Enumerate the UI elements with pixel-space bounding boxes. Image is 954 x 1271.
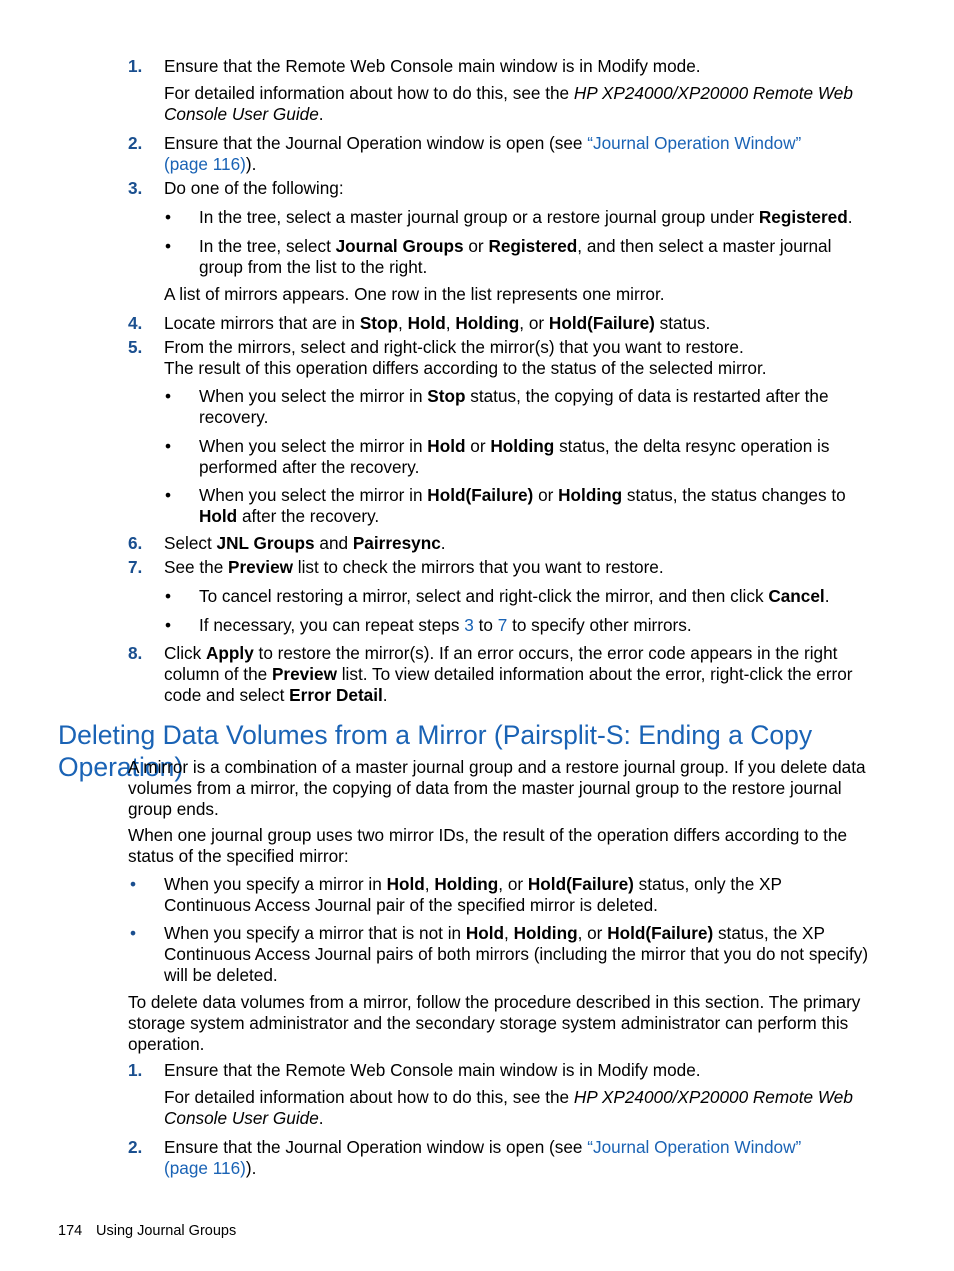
page-footer (58, 1222, 236, 1240)
step-number: 2. (128, 1137, 143, 1157)
bullet-icon: • (165, 436, 172, 456)
section-heading: Deleting Data Volumes from a Mirror (Pairsplit-S: Ending a Copy Operation) (58, 720, 813, 782)
step-text: Locate mirrors that are in Stop, Hold, Holding, or Hold(Failure) status. (164, 313, 711, 333)
step-number: 2. (128, 133, 143, 153)
bullet-icon: • (165, 485, 172, 505)
step-text: Do one of the following: (164, 178, 344, 198)
bullet-text: To cancel restoring a mirror, select and right-click the mirror, and then click Cancel. (199, 586, 830, 606)
bullet-text: When you specify a mirror that is not in Hold, Holding, or Hold(Failure) status, the XP Continuous Access Journal pairs of both mirrors (including the mirror that you do not specify) will be deleted. (164, 923, 869, 985)
bullet-text: When you select the mirror in Stop status, the copying of data is restarted after the recovery. (199, 386, 829, 427)
bullet-text: When you select the mirror in Hold(Failure) or Holding status, the status changes to Hold after the recovery. (199, 485, 846, 526)
step-number: 6. (128, 533, 143, 553)
guide-title: HP XP24000/XP20000 Remote Web Console User Guide (164, 1087, 853, 1128)
step-text: Ensure that the Journal Operation window is open (see “Journal Operation Window” (page 116)). (164, 133, 802, 174)
step-number: 1. (128, 1060, 143, 1080)
paragraph: To delete data volumes from a mirror, follow the procedure described in this section. The primary storage system administrator and the secondary storage system administrator can perform this operation. (128, 992, 861, 1054)
bullet-icon: • (130, 923, 137, 943)
step-number: 1. (128, 56, 143, 76)
bullet-text: In the tree, select Journal Groups or Registered, and then select a master journal group from the list to the right. (199, 236, 832, 277)
bullet-text: If necessary, you can repeat steps 3 to 7 to specify other mirrors. (199, 615, 692, 635)
journal-operation-window-link[interactable]: “Journal Operation Window” (page 116) (164, 1137, 802, 1178)
bullet-text: When you specify a mirror in Hold, Holding, or Hold(Failure) status, only the XP Continuous Access Journal pair of the specified mirror is deleted. (164, 874, 782, 915)
bullet-icon: • (165, 236, 172, 256)
bullet-icon: • (165, 586, 172, 606)
step-text: Ensure that the Remote Web Console main window is in Modify mode. (164, 56, 701, 76)
bullet-icon: • (165, 386, 172, 406)
step-number: 8. (128, 643, 143, 663)
step-note: For detailed information about how to do this, see the HP XP24000/XP20000 Remote Web Console User Guide. (164, 1087, 853, 1128)
step-number: 4. (128, 313, 143, 333)
step-text: Ensure that the Journal Operation window is open (see “Journal Operation Window” (page 116)). (164, 1137, 802, 1178)
bullet-text: When you select the mirror in Hold or Holding status, the delta resync operation is performed after the recovery. (199, 436, 830, 477)
step-note: For detailed information about how to do this, see the HP XP24000/XP20000 Remote Web Console User Guide. (164, 83, 853, 124)
step-text: From the mirrors, select and right-click the mirror(s) that you want to restore. (164, 337, 744, 357)
step-text: Click Apply to restore the mirror(s). If an error occurs, the error code appears in the right column of the Preview list. To view detailed information about the error, right-click the error code and select Error Detail. (164, 643, 853, 705)
step-text: See the Preview list to check the mirrors that you want to restore. (164, 557, 664, 577)
step-note: A list of mirrors appears. One row in the list represents one mirror. (164, 284, 665, 304)
page-number: 174 (58, 1223, 83, 1239)
guide-title: HP XP24000/XP20000 Remote Web Console User Guide (164, 83, 853, 124)
footer-title: Using Journal Groups (96, 1223, 237, 1239)
paragraph: A mirror is a combination of a master journal group and a restore journal group. If you delete data volumes from a mirror, the copying of data from the master journal group to the restore journal group ends. (128, 757, 866, 819)
bullet-icon: • (165, 207, 172, 227)
step-number: 5. (128, 337, 143, 357)
step-number: 7. (128, 557, 143, 577)
step-text: The result of this operation differs according to the status of the selected mirror. (164, 358, 767, 378)
step-text: Ensure that the Remote Web Console main window is in Modify mode. (164, 1060, 701, 1080)
bullet-icon: • (130, 874, 137, 894)
step-7-link[interactable]: 7 (497, 615, 508, 635)
step-number: 3. (128, 178, 143, 198)
bullet-text: In the tree, select a master journal group or a restore journal group under Registered. (199, 207, 853, 227)
step-text: Select JNL Groups and Pairresync. (164, 533, 446, 553)
paragraph: When one journal group uses two mirror IDs, the result of the operation differs according to the status of the specified mirror: (128, 825, 848, 866)
journal-operation-window-link[interactable]: “Journal Operation Window” (page 116) (164, 133, 802, 174)
step-3-link[interactable]: 3 (464, 615, 474, 635)
bullet-icon: • (165, 615, 172, 635)
